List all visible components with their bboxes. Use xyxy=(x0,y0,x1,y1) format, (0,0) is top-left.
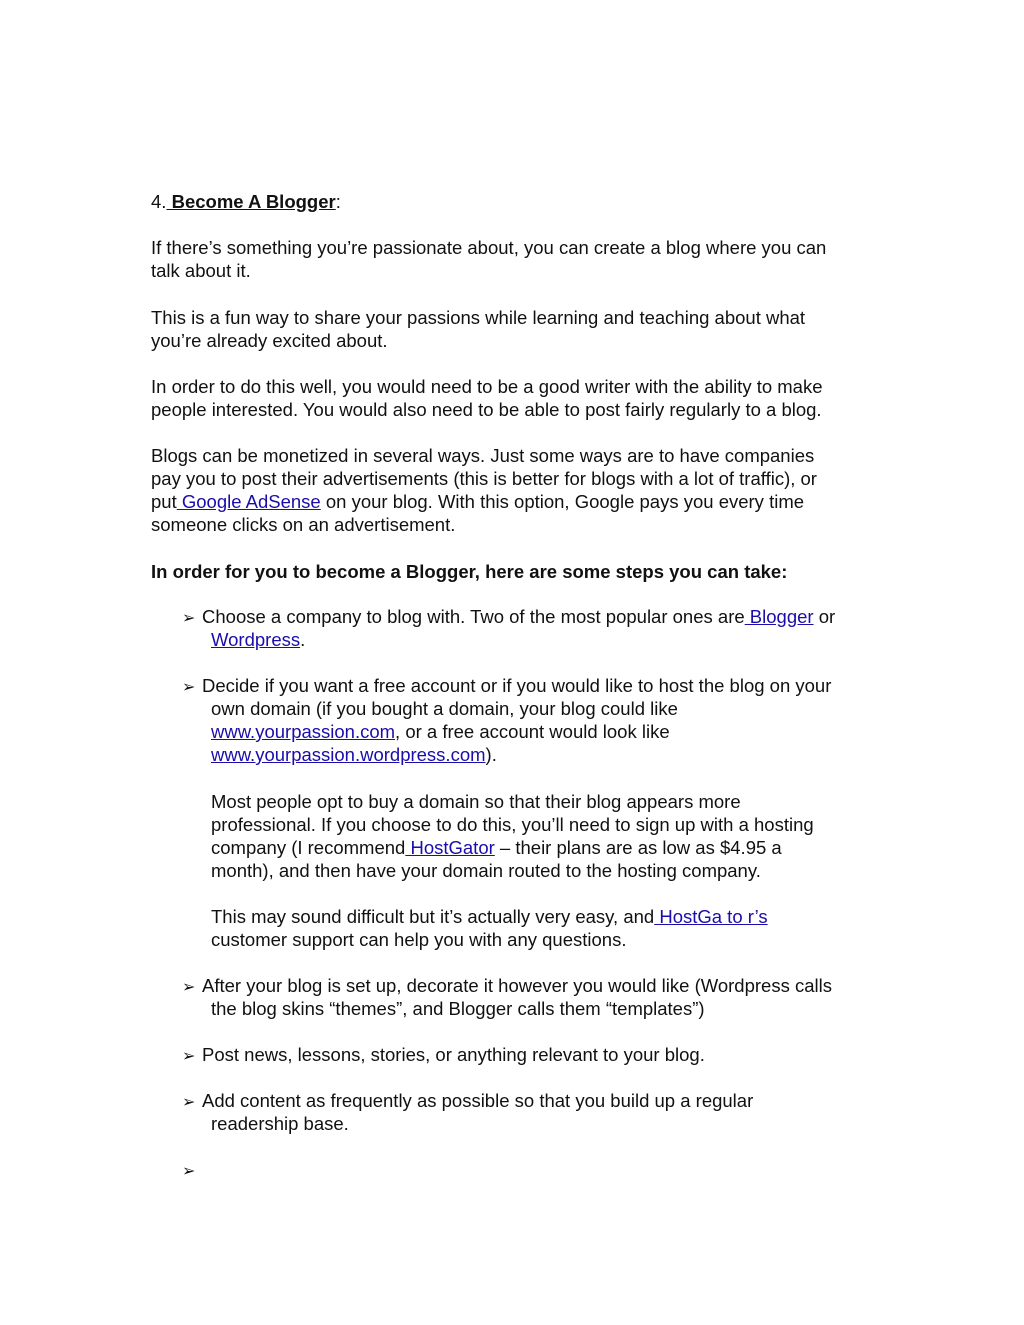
text-segment: . xyxy=(300,629,306,650)
paragraph-line: someone clicks on an advertisement. xyxy=(151,514,456,535)
list-item-continuation: the blog skins “themes”, and Blogger calls them “templates”) xyxy=(211,998,705,1019)
blogger-link[interactable]: Blogger xyxy=(744,606,814,627)
section-title-link[interactable]: Become A Blogger xyxy=(166,191,336,212)
paragraph-line: talk about it. xyxy=(151,260,251,281)
section-title-colon: : xyxy=(335,191,341,212)
list-item xyxy=(182,674,831,698)
text-segment: Post news, lessons, stories, or anything relevant to your blog. xyxy=(202,1044,705,1065)
list-item xyxy=(182,1043,705,1067)
list-item-paragraph xyxy=(211,836,782,859)
arrow-bullet-icon: ➢ xyxy=(182,677,196,696)
text-segment: or xyxy=(813,606,836,627)
text-segment: on your blog. With this option, Google pays you every time xyxy=(320,491,805,512)
arrow-bullet-icon: ➢ xyxy=(182,1092,196,1111)
list-item xyxy=(182,974,832,998)
text-segment: Add content as frequently as possible so that you build up a regular xyxy=(202,1090,754,1111)
list-item-paragraph: professional. If you choose to do this, you’ll need to sign up with a hosting xyxy=(211,814,814,835)
text-segment: put xyxy=(151,491,177,512)
text-segment: Choose a company to blog with. Two of the most popular ones are xyxy=(202,606,745,627)
list-item xyxy=(182,1089,753,1113)
arrow-bullet-icon: ➢ xyxy=(182,1161,196,1180)
paragraph-line: In order to do this well, you would need to be a good writer with the ability to make xyxy=(151,376,823,397)
text-segment: After your blog is set up, decorate it however you would like (Wordpress calls xyxy=(202,975,832,996)
text-segment: , or a free account would look like xyxy=(395,721,670,742)
paragraph-line: pay you to post their advertisements (this is better for blogs with a lot of traffic), or xyxy=(151,468,817,489)
arrow-bullet-icon: ➢ xyxy=(182,1046,196,1065)
paragraph-line: people interested. You would also need to be able to post fairly regularly to a blog. xyxy=(151,399,822,420)
list-item-continuation xyxy=(211,743,497,766)
yourpassion-wordpress-link[interactable]: www.yourpassion.wordpress.com xyxy=(211,744,486,765)
list-item-paragraph xyxy=(211,905,768,928)
text-segment: Decide if you want a free account or if you would like to host the blog on your xyxy=(202,675,832,696)
text-segment: – their plans are as low as $4.95 a xyxy=(494,837,782,858)
paragraph-line xyxy=(151,490,804,513)
list-item xyxy=(182,605,835,629)
list-item-continuation: readership base. xyxy=(211,1113,349,1134)
section-number: 4. xyxy=(151,191,167,212)
hostgator-link[interactable]: HostGator xyxy=(405,837,495,858)
text-segment: ). xyxy=(485,744,497,765)
paragraph-line: you’re already excited about. xyxy=(151,330,388,351)
paragraph-line: This is a fun way to share your passions while learning and teaching about what xyxy=(151,307,806,328)
arrow-bullet-icon: ➢ xyxy=(182,977,196,996)
wordpress-link[interactable]: Wordpress xyxy=(211,629,301,650)
arrow-bullet-icon: ➢ xyxy=(182,608,196,627)
list-item-continuation xyxy=(211,628,305,651)
list-item-continuation: own domain (if you bought a domain, your blog could like xyxy=(211,698,678,719)
list-item-paragraph: customer support can help you with any questions. xyxy=(211,929,627,950)
list-item-continuation xyxy=(211,720,670,743)
yourpassion-domain-link[interactable]: www.yourpassion.com xyxy=(211,721,396,742)
text-segment: This may sound difficult but it’s actually very easy, and xyxy=(211,906,655,927)
list-item-paragraph: month), and then have your domain routed to the hosting company. xyxy=(211,860,761,881)
list-item xyxy=(182,1158,202,1182)
text-segment: company (I recommend xyxy=(211,837,406,858)
google-adsense-link[interactable]: Google AdSense xyxy=(176,491,321,512)
section-heading xyxy=(151,190,341,213)
list-item-paragraph: Most people opt to buy a domain so that their blog appears more xyxy=(211,791,741,812)
steps-heading: In order for you to become a Blogger, here are some steps you can take: xyxy=(151,561,788,582)
paragraph-line: If there’s something you’re passionate about, you can create a blog where you can xyxy=(151,237,827,258)
hostgator-support-link[interactable]: HostGa to r’s xyxy=(654,906,768,927)
paragraph-line: Blogs can be monetized in several ways. Just some ways are to have companies xyxy=(151,445,815,466)
